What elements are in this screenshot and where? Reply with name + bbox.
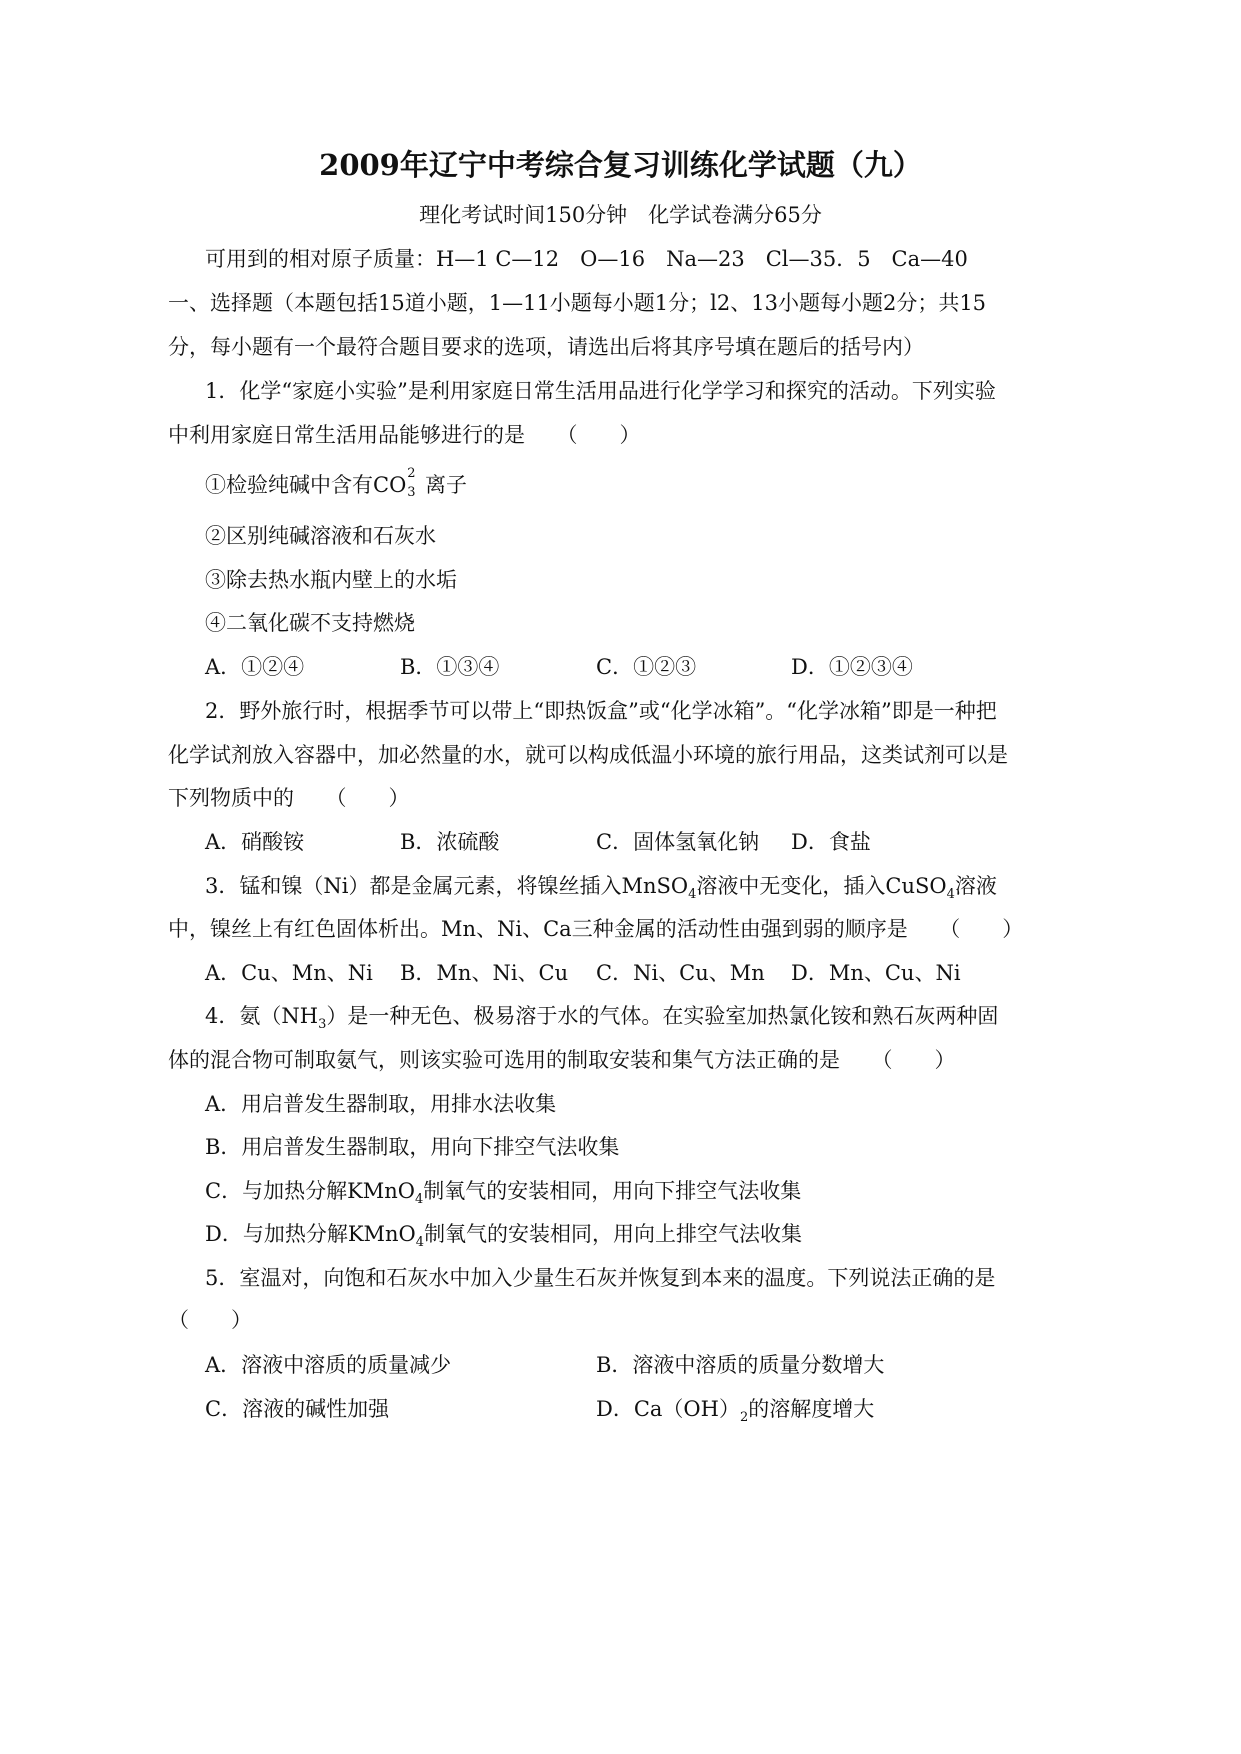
q5-option-c: C．溶液的碱性加强 — [205, 1397, 390, 1421]
q1-option-d: D．①②③④ — [791, 655, 913, 679]
q4-option-c-text-b: 制氧气的安装相同，用向下排空气法收集 — [423, 1179, 802, 1203]
q1-item-3: ③除去热水瓶内壁上的水垢 — [205, 568, 457, 592]
section-heading-line2: 分，每小题有一个最符合题目要求的选项，请选出后将其序号填在题后的括号内） — [168, 335, 924, 359]
q3-option-a: A．Cu、Mn、Ni — [205, 961, 373, 985]
q3-text-b: 溶液中无变化，插入CuSO — [696, 874, 947, 898]
q4-option-b: B．用启普发生器制取，用向下排空气法收集 — [205, 1135, 620, 1159]
q5-option-d-text-b: 的溶解度增大 — [748, 1397, 875, 1421]
q4-option-d-text-a: D．与加热分解KMnO — [205, 1222, 416, 1246]
q1-item-2: ②区别纯碱溶液和石灰水 — [205, 524, 436, 548]
section-heading-line1: 一、选择题（本题包括15道小题，1—11小题每小题1分；l2、13小题每小题2分；共15 — [168, 291, 987, 315]
q1-option-b: B．①③④ — [400, 655, 500, 679]
q3-subscript-2: 4 — [946, 887, 955, 903]
exam-info: 理化考试时间150分钟 化学试卷满分65分 — [419, 203, 822, 227]
q1-item-4: ④二氧化碳不支持燃烧 — [205, 611, 415, 635]
q4-option-c-subscript: 4 — [415, 1192, 424, 1208]
q2-stem-line2: 化学试剂放入容器中，加必然量的水，就可以构成低温小环境的旅行用品，这类试剂可以是 — [168, 743, 1008, 767]
q1-stem-line2: 中利用家庭日常生活用品能够进行的是 （ ） — [168, 423, 641, 447]
q3-subscript-1: 4 — [688, 887, 697, 903]
q5-option-d-subscript: 2 — [739, 1410, 749, 1426]
q2-option-b: B．浓硫酸 — [400, 830, 500, 854]
atomic-masses: 可用到的相对原子质量：H—1 C—12 O—16 Na—23 Cl—35．5 Ca—40 — [205, 247, 968, 271]
q3-option-d: D．Mn、Cu、Ni — [791, 961, 961, 985]
q3-option-c: C．Ni、Cu、Mn — [596, 961, 765, 985]
q4-text-b: ）是一种无色、极易溶于水的气体。在实验室加热氯化铵和熟石灰两种固 — [326, 1004, 999, 1028]
q4-stem-line2: 体的混合物可制取氨气，则该实验可选用的制取安装和集气方法正确的是 （ ） — [168, 1048, 956, 1072]
q4-subscript: 3 — [318, 1017, 327, 1033]
charge-superscript: 2 — [407, 466, 416, 481]
q1-item-1-text: ①检验纯碱中含有CO — [205, 473, 407, 497]
q5-option-d-text-a: D．Ca（OH） — [596, 1397, 740, 1421]
q1-stem-line1: 1．化学“家庭小实验”是利用家庭日常生活用品进行化学学习和探究的活动。下列实验 — [205, 379, 996, 403]
q5-option-d — [596, 1394, 874, 1424]
q3-stem-line1 — [205, 871, 997, 901]
q4-option-d — [205, 1219, 802, 1249]
q3-text-a: 3．锰和镍（Ni）都是金属元素，将镍丝插入MnSO — [205, 874, 689, 898]
q4-option-c — [205, 1176, 801, 1206]
q5-option-a: A．溶液中溶质的质量减少 — [205, 1353, 452, 1377]
q2-option-d: D．食盐 — [791, 830, 871, 854]
q5-stem-line2: （ ） — [168, 1308, 252, 1332]
q2-option-c: C．固体氢氧化钠 — [596, 830, 760, 854]
q2-stem-line1: 2．野外旅行时，根据季节可以带上“即热饭盒”或“化学冰箱”。“化学冰箱”即是一种把 — [205, 699, 997, 723]
atom-subscript: 3 — [407, 485, 416, 500]
q5-option-b: B．溶液中溶质的质量分数增大 — [596, 1353, 885, 1377]
q1-option-a: A．①②④ — [205, 655, 305, 679]
q3-option-b: B．Mn、Ni、Cu — [400, 961, 569, 985]
q3-text-c: 溶液 — [954, 874, 997, 898]
page-title: 2009年辽宁中考综合复习训练化学试题（九） — [319, 148, 922, 182]
carbonate-charge — [406, 466, 418, 500]
q1-item-1 — [205, 466, 467, 500]
q4-option-a: A．用启普发生器制取，用排水法收集 — [205, 1092, 557, 1116]
q2-option-a: A．硝酸铵 — [205, 830, 305, 854]
q5-stem-line1: 5．室温对，向饱和石灰水中加入少量生石灰并恢复到本来的温度。下列说法正确的是 — [205, 1266, 996, 1290]
q3-stem-line2: 中，镍丝上有红色固体析出。Mn、Ni、Ca三种金属的活动性由强到弱的顺序是 （ ） — [168, 917, 1024, 941]
q2-stem-line3: 下列物质中的 （ ） — [168, 786, 410, 810]
q1-item-1-tail: 离子 — [424, 473, 467, 497]
q4-text-a: 4．氨（NH — [205, 1004, 319, 1028]
q4-option-d-subscript: 4 — [415, 1235, 425, 1251]
q4-option-d-text-b: 制氧气的安装相同，用向上排空气法收集 — [424, 1222, 803, 1246]
q4-stem-line1 — [205, 1001, 998, 1031]
q4-option-c-text-a: C．与加热分解KMnO — [205, 1179, 415, 1203]
q1-option-c: C．①②③ — [596, 655, 697, 679]
